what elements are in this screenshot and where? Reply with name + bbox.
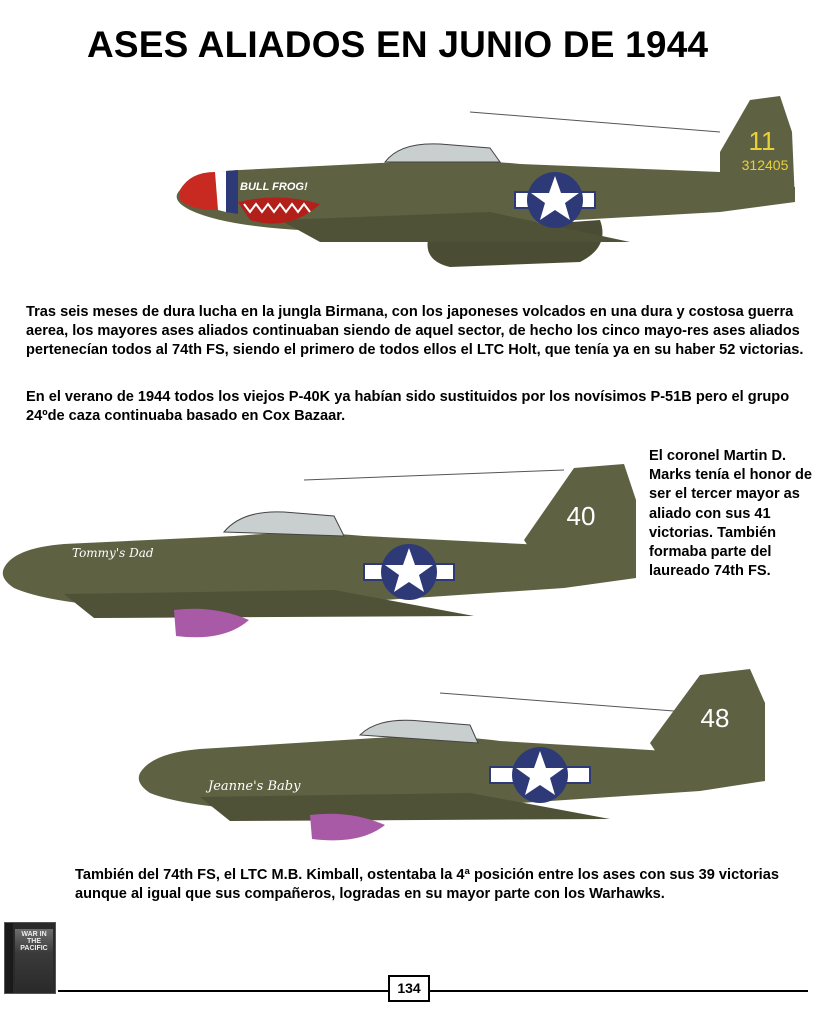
nose-art-text: BULL FROG! <box>240 181 308 193</box>
tail-code: 11 <box>748 126 776 156</box>
plane-illustration-jeannes-baby <box>140 663 770 848</box>
paragraph-3: También del 74th FS, el LTC M.B. Kimball, ostentaba la 4ª posición entre los ases con sus 39 victorias aunque al igual que sus compañeros, logradas en su mayor parte con los Warhawks. <box>75 867 779 902</box>
antenna-wire <box>470 112 720 132</box>
page-number: 134 <box>388 975 430 1002</box>
paragraph-1: Tras seis meses de dura lucha en la jungla Birmana, con los japoneses volcados en una dura y costosa guerra aerea, los mayores ases aliados continuaban siendo de aquel sector, de hecho los cinco mayo-res ases aliados pertenecían todos al 74th FS, siendo el primero de todos ellos el LTC Holt, que tenía ya en su haber 52 victorias. <box>26 304 804 358</box>
tail-code: 48 <box>700 703 730 733</box>
antenna-wire <box>304 470 564 480</box>
paragraph-2: En el verano de 1944 todos los viejos P-40K ya habían sido sustituidos por los novísimos P-51B pero el grupo 24ºde caza continuaba basado en Cox Bazaar. <box>26 389 790 424</box>
nose-band-blue <box>226 170 238 214</box>
page-title: ASES ALIADOS EN JUNIO DE 1944 <box>87 24 709 65</box>
nose-art-text: Jeanne's Baby <box>208 779 301 794</box>
canopy <box>385 144 500 162</box>
antenna-wire <box>440 693 700 713</box>
footer-rule-left <box>58 990 388 992</box>
dvd-cover-image <box>4 922 56 994</box>
plane-illustration-bull-frog <box>160 92 805 277</box>
tail-serial: 312405 <box>741 157 789 173</box>
plane-illustration-tommys-dad <box>4 460 639 645</box>
dvd-cover-title: WAR IN THE PACIFIC <box>20 931 48 952</box>
footer-rule-right <box>430 990 808 992</box>
canopy <box>224 512 344 536</box>
side-caption: El coronel Martin D. Marks tenía el honor de ser el tercer mayor as aliado con sus 41 victorias. También formaba parte del laureado 74th FS. <box>649 448 813 580</box>
nose-art-text: Tommy's Dad <box>72 546 154 560</box>
tail-code: 40 <box>566 501 596 531</box>
